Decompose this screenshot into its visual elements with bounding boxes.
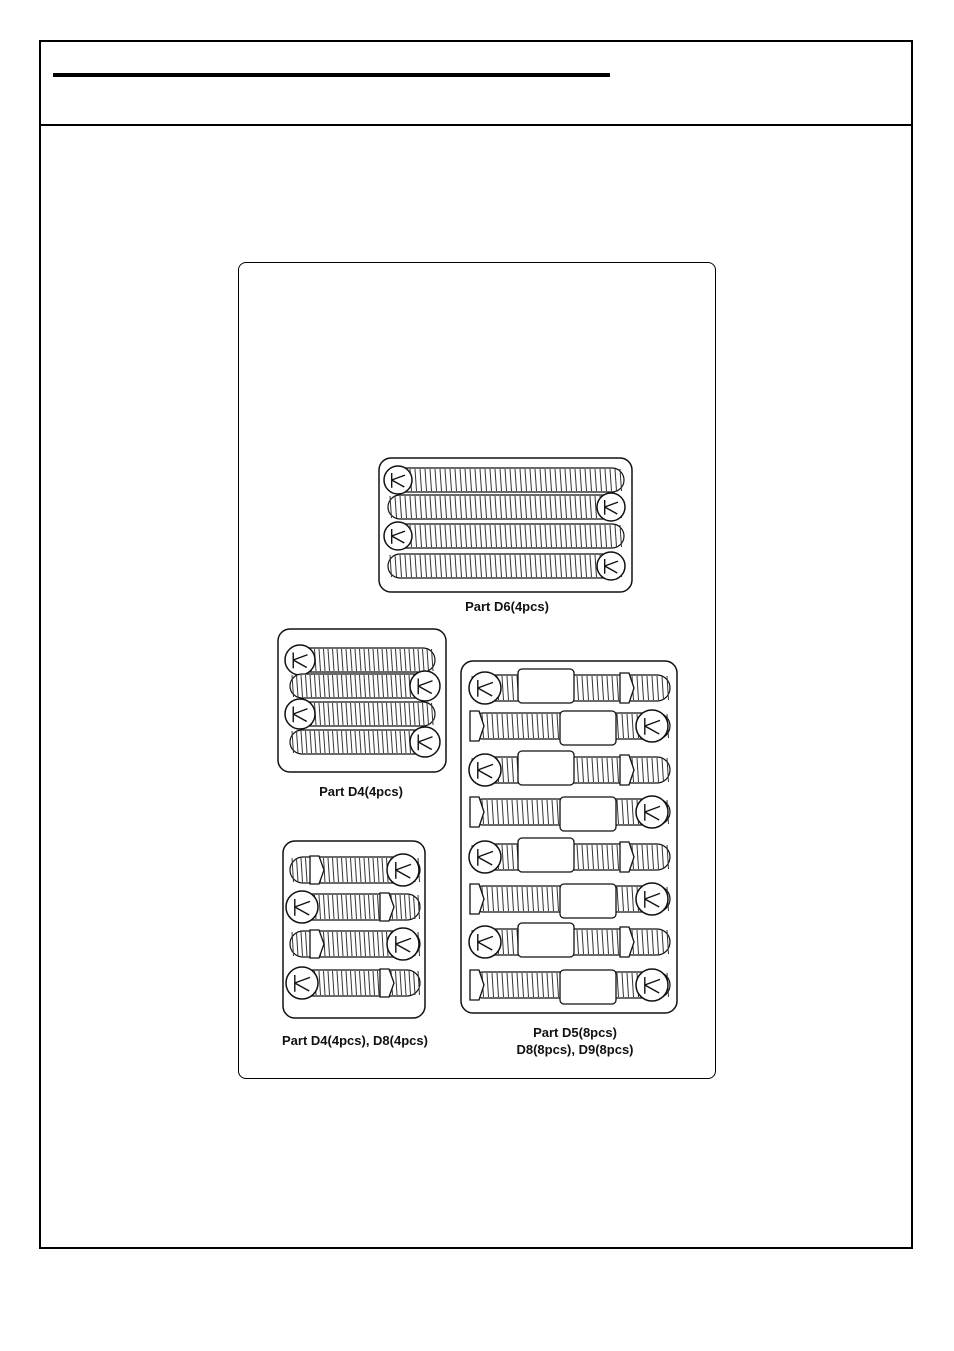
screw-head-icon [410,671,440,701]
screw-head-icon [410,727,440,757]
screw-head-icon [384,466,412,494]
screw-head-icon [286,967,318,999]
caption-d4-d8: Part D4(4pcs), D8(4pcs) [282,1033,428,1048]
barrel-nut [518,838,574,872]
screw-head-icon [597,493,625,521]
screw-head-icon [387,854,419,886]
barrel-nut [560,711,616,745]
caption-d4: Part D4(4pcs) [319,784,403,799]
screw-head-icon [636,883,668,915]
barrel-nut [518,669,574,703]
screw-head-icon [285,699,315,729]
barrel-nut [560,884,616,918]
screw-head-icon [469,754,501,786]
barrel-nut [518,751,574,785]
screw-head-icon [387,928,419,960]
screw-head-icon [285,645,315,675]
screw-head-icon [636,969,668,1001]
barrel-nut [518,923,574,957]
barrel-nut [560,797,616,831]
screw-head-icon [636,796,668,828]
caption-d5-d8-d9: D8(8pcs), D9(8pcs) [516,1042,634,1057]
screw-head-icon [469,841,501,873]
barrel-nut [560,970,616,1004]
screw-head-icon [469,926,501,958]
screw-head-icon [469,672,501,704]
caption-d5: Part D5(8pcs) [533,1025,617,1040]
screw-head-icon [384,522,412,550]
screw-head-icon [636,710,668,742]
screw-head-icon [597,552,625,580]
caption-d6: Part D6(4pcs) [465,599,549,614]
screw-head-icon [286,891,318,923]
